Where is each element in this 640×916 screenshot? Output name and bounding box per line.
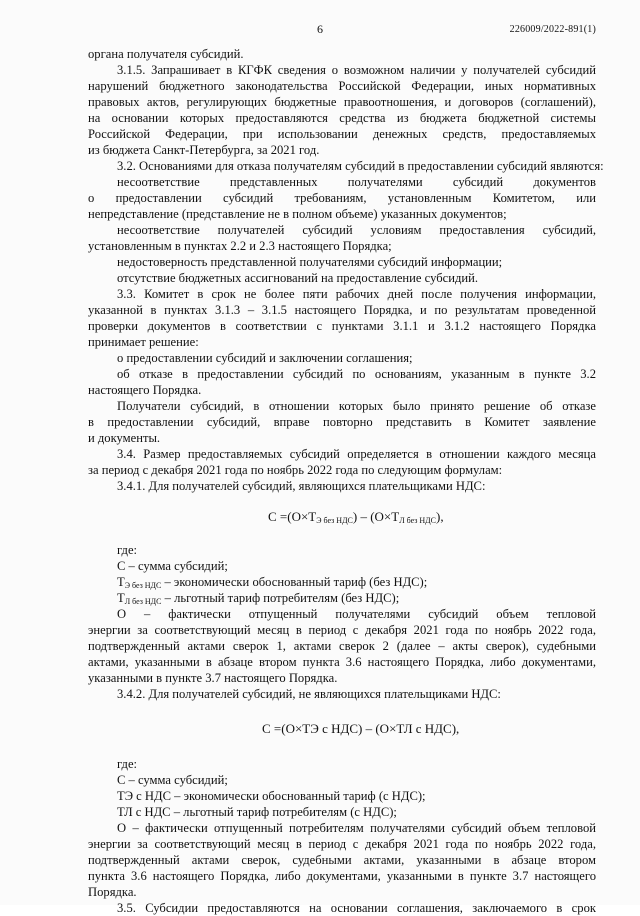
formula-1: $С =(О\times Т_{Э без НДС}) - (О\times Т_{Л без НДС})$, — [268, 509, 444, 525]
text-line: где: — [117, 543, 138, 557]
text-line: в предоставлении субсидий, вправе повторно представить в Комитет заявление — [88, 415, 596, 429]
text-line: из бюджета Санкт-Петербурга, за 2021 год. — [88, 143, 320, 157]
text-line: принимает решение: — [88, 335, 199, 349]
text-line: О – фактически отпущенный получателями субсидий объем тепловой — [117, 607, 596, 621]
text-line: где: — [117, 757, 138, 771]
text-line: 3.5. Субсидии предоставляются на основании соглашения, заключаемого в срок — [117, 901, 596, 915]
text-line: энергии за соответствующий месяц в период с декабря 2021 года по ноябрь 2022 года, — [88, 837, 596, 851]
text-line: проверки документов в соответствии с пунктами 3.1.1 и 3.1.2 настоящего Порядка — [88, 319, 596, 333]
text-line: указанными в пункте 3.7 настоящего Порядка. — [88, 671, 338, 685]
text-line: нарушений бюджетного законодательства Российской Федерации, иных нормативных — [88, 79, 596, 93]
text-line: о предоставлении субсидий требованиям, установленным Комитетом, или — [88, 191, 596, 205]
text-line: несоответствие представленных получателями субсидий документов — [117, 175, 596, 189]
text-line: подтвержденный актами сверок, судебными актами, указанными в абзаце втором — [88, 853, 596, 867]
definition-line: ТЭ с НДС – экономически обоснованный тариф (с НДС); — [117, 789, 426, 803]
text-line: 3.4.1. Для получателей субсидий, являющихся плательщиками НДС: — [117, 479, 486, 493]
text-line: Получатели субсидий, в отношении которых было принято решение об отказе — [117, 399, 596, 413]
text-line: О – фактически отпущенный потребителям получателями субсидий объем тепловой — [117, 821, 596, 835]
text-line: непредставление (представление не в полном объеме) указанных документов; — [88, 207, 507, 221]
text-line: С – сумма субсидий; — [117, 559, 228, 573]
text-line: 3.1.5. Запрашивает в КГФК сведения о возможном наличии у получателей субсидий — [117, 63, 596, 77]
text-line: Российской Федерации, при использовании денежных средств, предоставляемых — [88, 127, 596, 141]
definition-line: $Т_{Л без НДС}$ – льготный тариф потребителям (без НДС); — [117, 591, 400, 606]
text-line: на основании которых предоставляются средства из бюджета бюджетной системы — [88, 111, 596, 125]
text-line: об отказе в предоставлении субсидий по основаниям, указанным в пункте 3.2 — [117, 367, 596, 381]
text-line: правовых актов, регулирующих бюджетные правоотношения, и договоров (соглашений), — [88, 95, 596, 109]
text-line: настоящего Порядка. — [88, 383, 202, 397]
text-line: недостоверность представленной получателями субсидий информации; — [117, 255, 503, 269]
text-line: С – сумма субсидий; — [117, 773, 228, 787]
text-line: о предоставлении субсидий и заключении соглашения; — [117, 351, 413, 365]
page-number: 6 — [317, 22, 323, 36]
text-line: несоответствие получателей субсидий условиям предоставления субсидий, — [117, 223, 596, 237]
text-line: 3.4.2. Для получателей субсидий, не являющихся плательщиками НДС: — [117, 687, 501, 701]
text-line: указанной в пунктах 3.1.3 – 3.1.5 настоящего Порядка, и по результатам проведенной — [88, 303, 596, 317]
document-id: 226009/2022-891(1) — [509, 24, 596, 35]
text-line: отсутствие бюджетных ассигнований на предоставление субсидий. — [117, 271, 478, 285]
text-line: и документы. — [88, 431, 161, 445]
formula-2: С =(О×ТЭ с НДС) – (О×ТЛ с НДС), — [262, 721, 460, 736]
text-line: 3.2. Основаниями для отказа получателям субсидий в предоставлении субсидий являются: — [117, 159, 604, 173]
definition-line: ТЛ с НДС – льготный тариф потребителям (с НДС); — [117, 805, 397, 819]
text-line: органа получателя субсидий. — [88, 47, 244, 61]
text-line: подтвержденный актами сверок 1, актами сверок 2 (далее – акты сверок), судебными — [88, 639, 596, 653]
text-line: установленным в пунктах 2.2 и 2.3 настоящего Порядка; — [88, 239, 392, 253]
text-line: 3.3. Комитет в срок не более пяти рабочих дней после получения информации, — [117, 287, 596, 301]
text-line: за период с декабря 2021 года по ноябрь 2022 года по следующим формулам: — [88, 463, 503, 477]
text-line: актами, указанными в абзаце втором пункта 3.6 настоящего Порядка, либо документами, — [88, 655, 596, 669]
text-line: Порядка. — [88, 885, 137, 899]
text-line: пункта 3.6 настоящего Порядка, либо документами, указанными в пункте 3.7 настоящего — [88, 869, 596, 883]
definition-line: $Т_{Э без НДС}$ – экономически обоснованный тариф (без НДС); — [117, 575, 428, 590]
text-line: 3.4. Размер предоставляемых субсидий определяется в отношении каждого месяца — [117, 447, 596, 461]
text-line: энергии за соответствующий месяц в период с декабря 2021 года по ноябрь 2022 года, — [88, 623, 596, 637]
